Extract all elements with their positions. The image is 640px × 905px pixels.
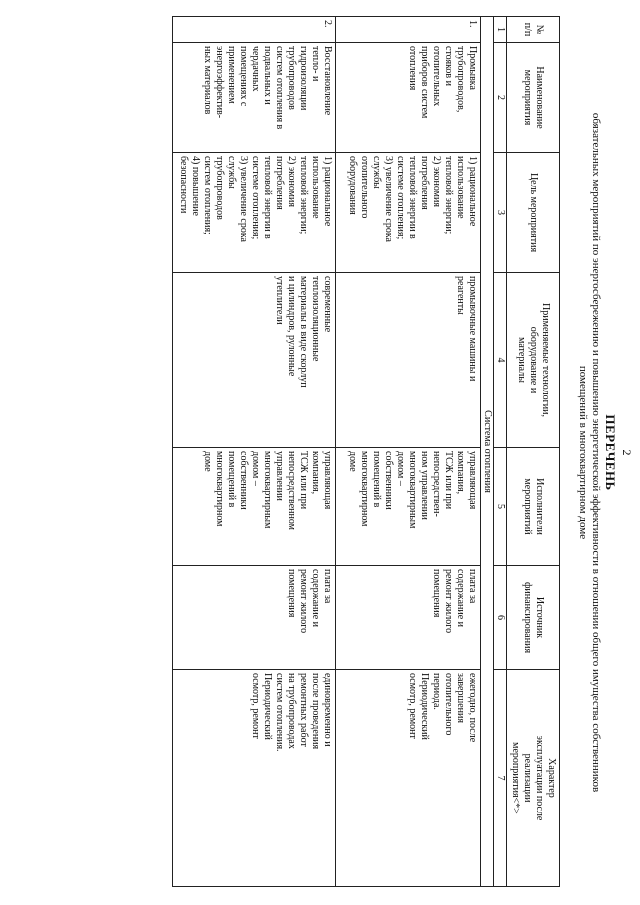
measure-goal: 1) рациональное использование тепловой энергии; 2) экономия потребления тепловой энергии в системе отопления; 3) увеличение срока службы отопительного оборудования: [336, 153, 481, 273]
measure-goal: 1) рациональное использование тепловой энергии; 2) экономия потребления тепловой энергии в системе отопления; 3) увеличение срока службы трубопроводов систем отопления; 4) повышение безопасности: [173, 153, 336, 273]
header-operation: Характер эксплуатации после реализации мероприятия<*>: [507, 670, 560, 887]
column-number: 3: [494, 153, 507, 273]
measure-operation: ежегодно, после завершения отопительного периода. Периодический осмотр, ремонт: [336, 670, 481, 887]
header-name: Наименование мероприятия: [507, 43, 560, 153]
column-number: 5: [494, 448, 507, 566]
header-row: [507, 17, 560, 887]
measures-table: [172, 16, 560, 887]
measure-name: Восстановление тепло- и гидроизоляции трубопроводов систем отопления в подвальных и чердачных помещениях с применением энергоэффектив- ных материалов: [173, 43, 336, 153]
measure-executors: управляющая компания, ТСЖ или при непосредственном управлении многоквартирным домом – собственники помещений в многоквартирном доме: [173, 448, 336, 566]
header-funding: Источник финансирования: [507, 566, 560, 670]
document-title: ПЕРЕЧЕНЬ: [603, 414, 618, 491]
document-subtitle: обязательных мероприятий по энергосбережению и повышению энергетической эффективности в отношении общего имущества собственников помещений в многоквартирном доме: [577, 112, 602, 793]
section-heading: Система отопления: [481, 17, 494, 887]
measure-executors: управляющая компания, ТСЖ или при непосредствен- ном управлении многоквартирным домом – собственники помещений в многоквартирном доме: [336, 448, 481, 566]
table-row: [173, 17, 336, 887]
column-number-row: [494, 17, 507, 887]
page-number: 2: [620, 449, 634, 456]
measure-operation: единовременно и после проведения ремонтных работ на трубопроводах систем отопления. Периодический осмотр, ремонт: [173, 670, 336, 887]
measure-technologies: промывочные машины и реагенты: [336, 273, 481, 448]
header-tech: Применяемые технологии, оборудование и материалы: [507, 273, 560, 448]
table-row: [336, 17, 481, 887]
header-executors: Исполнители мероприятий: [507, 448, 560, 566]
row-number: 1.: [336, 17, 481, 43]
column-number: 4: [494, 273, 507, 448]
column-number: 6: [494, 566, 507, 670]
measure-technologies: современные теплоизоляционные материалы в виде скорлуп и цилиндров, рулонные утеплители: [173, 273, 336, 448]
column-number: 1: [494, 17, 507, 43]
measure-funding: плата за содержание и ремонт жилого помещения: [336, 566, 481, 670]
column-number: 7: [494, 670, 507, 887]
header-num: № п/п: [507, 17, 560, 43]
row-number: 2.: [173, 17, 336, 43]
section-row: [481, 17, 494, 887]
column-number: 2: [494, 43, 507, 153]
header-goal: Цель мероприятия: [507, 153, 560, 273]
measure-funding: плата за содержание и ремонт жилого помещения: [173, 566, 336, 670]
measure-name: Промывка трубопроводов, стояков и отопительных приборов систем отопления: [336, 43, 481, 153]
